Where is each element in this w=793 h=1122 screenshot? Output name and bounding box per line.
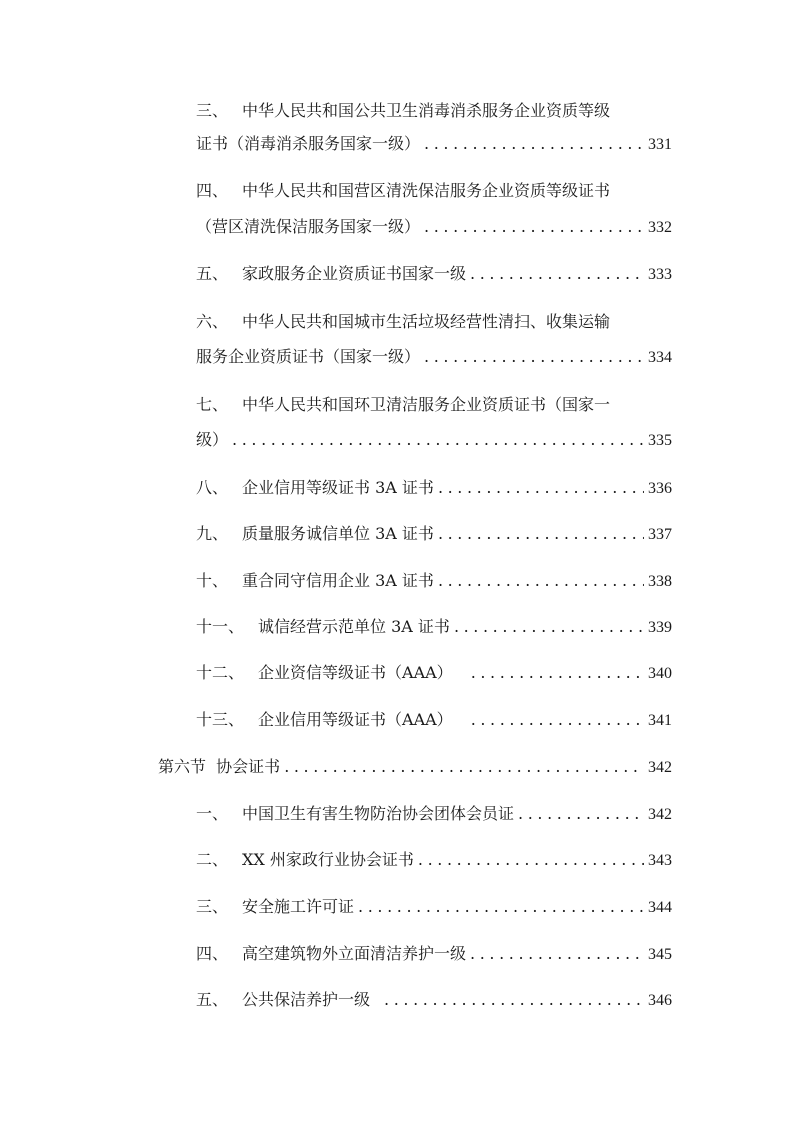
- toc-section-entry-3[interactable]: [196, 897, 672, 917]
- toc-entry-number: 四、: [196, 181, 229, 200]
- page-number: 344: [648, 899, 672, 916]
- page-number: 340: [648, 665, 672, 682]
- dot-leader: [454, 617, 644, 637]
- dot-leader: [471, 663, 644, 683]
- toc-entry-title: 中华人民共和国环卫清洁服务企业资质证书（国家一: [242, 395, 611, 414]
- dot-leader: [470, 264, 644, 284]
- page-number: 331: [648, 136, 672, 153]
- toc-entry-number: 五、: [196, 990, 229, 1009]
- toc-entry-title-continued: （营区清洗保洁服务国家一级）: [196, 217, 421, 236]
- toc-entry-title: 中华人民共和国营区清洗保洁服务企业资质等级证书: [242, 181, 611, 200]
- toc-entry-title: 家政服务企业资质证书国家一级: [242, 264, 467, 283]
- dot-leader: [471, 710, 644, 730]
- toc-entry-title: 质量服务诚信单位 3A 证书: [242, 524, 434, 543]
- toc-entry-3-line2[interactable]: [196, 134, 672, 154]
- page-number: 346: [648, 992, 672, 1009]
- toc-entry-13[interactable]: [196, 710, 672, 730]
- page-number: 333: [648, 266, 672, 283]
- page-number: 332: [648, 219, 672, 236]
- toc-section-entry-2[interactable]: [196, 850, 672, 870]
- dot-leader: [518, 804, 644, 824]
- page-number: 338: [648, 573, 672, 590]
- page-number: 335: [648, 432, 672, 449]
- toc-section-entry-5[interactable]: [196, 990, 672, 1010]
- toc-entry-number: 七、: [196, 395, 229, 414]
- toc-entry-12[interactable]: [196, 663, 672, 683]
- toc-section-entry-1[interactable]: [196, 804, 672, 824]
- toc-entry-3-line1[interactable]: [196, 101, 610, 121]
- toc-entry-number: 十三、: [196, 710, 245, 729]
- page-number: 342: [648, 806, 672, 823]
- toc-entry-title: 企业资信等级证书（AAA）: [258, 663, 453, 682]
- page-number: 343: [648, 852, 672, 869]
- toc-entry-title: 公共保洁养护一级: [242, 990, 371, 1009]
- dot-leader: [358, 897, 644, 917]
- toc-entry-11[interactable]: [196, 617, 672, 637]
- toc-entry-number: 四、: [196, 944, 229, 963]
- dot-leader: [438, 524, 644, 544]
- toc-entry-title: 企业信用等级证书（AAA）: [258, 710, 453, 729]
- toc-entry-title: 安全施工许可证: [242, 897, 355, 916]
- toc-section-6[interactable]: [158, 757, 672, 777]
- toc-entry-number: 六、: [196, 312, 229, 331]
- toc-entry-number: 一、: [196, 804, 229, 823]
- section-title: 第六节 协会证书: [158, 757, 281, 776]
- page-number: 342: [648, 759, 672, 776]
- toc-entry-7-line2[interactable]: [196, 430, 672, 450]
- dot-leader: [232, 430, 644, 450]
- toc-entry-number: 三、: [196, 897, 229, 916]
- toc-entry-title: 高空建筑物外立面清洁养护一级: [242, 944, 467, 963]
- toc-entry-title: 重合同守信用企业 3A 证书: [242, 571, 434, 590]
- dot-leader: [438, 571, 644, 591]
- toc-entry-number: 五、: [196, 264, 229, 283]
- toc-entry-9[interactable]: [196, 524, 672, 544]
- toc-entry-title: XX 州家政行业协会证书: [242, 850, 414, 869]
- dot-leader: [438, 478, 644, 498]
- toc-entry-number: 八、: [196, 478, 229, 497]
- page-number: 341: [648, 712, 672, 729]
- dot-leader: [424, 347, 644, 367]
- dot-leader: [284, 757, 644, 777]
- toc-entry-4-line2[interactable]: [196, 217, 672, 237]
- toc-entry-10[interactable]: [196, 571, 672, 591]
- toc-entry-title: 中华人民共和国城市生活垃圾经营性清扫、收集运输: [242, 312, 611, 331]
- dot-leader: [424, 217, 644, 237]
- toc-entry-6-line1[interactable]: [196, 312, 610, 332]
- dot-leader: [424, 134, 644, 154]
- toc-section-entry-4[interactable]: [196, 944, 672, 964]
- dot-leader: [418, 850, 644, 870]
- toc-entry-7-line1[interactable]: [196, 395, 610, 415]
- page-number: 337: [648, 526, 672, 543]
- toc-entry-number: 十二、: [196, 663, 245, 682]
- toc-entry-4-line1[interactable]: [196, 181, 610, 201]
- toc-entry-title: 企业信用等级证书 3A 证书: [242, 478, 434, 497]
- toc-entry-title: 中华人民共和国公共卫生消毒消杀服务企业资质等级: [242, 101, 611, 120]
- dot-leader: [384, 990, 644, 1010]
- toc-entry-title-continued: 服务企业资质证书（国家一级）: [196, 347, 421, 366]
- page-number: 336: [648, 480, 672, 497]
- dot-leader: [470, 944, 644, 964]
- page-number: 339: [648, 619, 672, 636]
- toc-entry-title: 诚信经营示范单位 3A 证书: [258, 617, 450, 636]
- toc-entry-number: 十、: [196, 571, 229, 590]
- page-number: 345: [648, 946, 672, 963]
- toc-entry-5[interactable]: [196, 264, 672, 284]
- toc-entry-number: 三、: [196, 101, 229, 120]
- page-number: 334: [648, 349, 672, 366]
- toc-entry-number: 九、: [196, 524, 229, 543]
- toc-entry-title-continued: 级）: [196, 430, 229, 449]
- toc-entry-6-line2[interactable]: [196, 347, 672, 367]
- toc-entry-number: 二、: [196, 850, 229, 869]
- toc-entry-title-continued: 证书（消毒消杀服务国家一级）: [196, 134, 421, 153]
- toc-entry-8[interactable]: [196, 478, 672, 498]
- toc-entry-title: 中国卫生有害生物防治协会团体会员证: [242, 804, 515, 823]
- toc-entry-number: 十一、: [196, 617, 245, 636]
